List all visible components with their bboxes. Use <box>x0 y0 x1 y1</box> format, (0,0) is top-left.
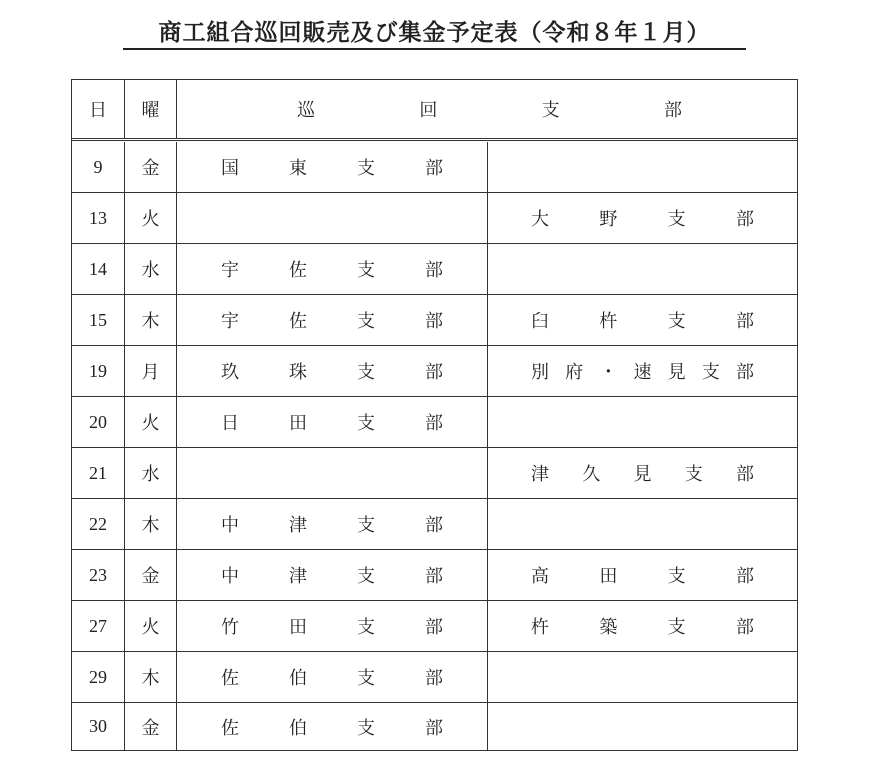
branch-char: 支 <box>357 260 375 281</box>
branch-char: 津 <box>289 566 307 587</box>
branch-char: 津 <box>531 464 549 485</box>
table-row <box>72 703 797 750</box>
branch-char: 部 <box>425 515 443 536</box>
branch-char: 支 <box>667 617 686 638</box>
branch-char: 支 <box>357 617 375 638</box>
branch-char: 佐 <box>289 260 307 281</box>
branch-cell-right <box>488 346 797 396</box>
branch-cell-right <box>488 142 797 192</box>
branch-cell-right <box>488 499 797 549</box>
table-row <box>72 193 797 244</box>
branch-cell-left <box>177 601 488 651</box>
weekday-cell: 水 <box>125 244 177 294</box>
branch-char: 部 <box>735 311 754 332</box>
branch-char: 部 <box>425 668 443 689</box>
branch-char: 大 <box>531 209 549 230</box>
branch-char: 津 <box>289 515 307 536</box>
branch-char: 部 <box>735 617 754 638</box>
weekday-cell: 火 <box>125 193 177 243</box>
branch-cell-left <box>177 295 488 345</box>
branch-char: 部 <box>735 362 754 383</box>
branch-char: 別 <box>531 362 549 383</box>
branch-cell-right <box>488 244 797 294</box>
table-row <box>72 601 797 652</box>
day-cell: 27 <box>72 601 125 651</box>
branch-char: ・ <box>599 362 618 383</box>
branch-char: 速 <box>633 362 652 383</box>
weekday-cell: 金 <box>125 703 177 750</box>
table-row <box>72 550 797 601</box>
branch-char: 玖 <box>221 362 239 383</box>
header-branch-char: 支 <box>541 100 560 121</box>
table-row <box>72 244 797 295</box>
branch-cell-left <box>177 448 488 498</box>
header-day: 日 <box>72 80 125 138</box>
branch-char: 支 <box>701 362 720 383</box>
header-branch-char: 回 <box>419 100 438 121</box>
day-cell: 23 <box>72 550 125 600</box>
branch-cell-left <box>177 244 488 294</box>
branch-char: 支 <box>357 566 375 587</box>
branch-char: 支 <box>357 717 375 739</box>
table-row <box>72 652 797 703</box>
branch-cell-right <box>488 601 797 651</box>
branch-cell-right <box>488 652 797 702</box>
branch-char: 部 <box>425 566 443 587</box>
branch-char: 部 <box>425 717 443 739</box>
branch-char: 部 <box>425 617 443 638</box>
branch-char: 珠 <box>289 362 307 383</box>
weekday-cell: 金 <box>125 550 177 600</box>
day-cell: 9 <box>72 142 125 192</box>
branch-char: 部 <box>735 566 754 587</box>
branch-cell-left <box>177 397 488 447</box>
branch-char: 田 <box>289 413 307 434</box>
branch-char: 支 <box>357 158 375 179</box>
day-cell: 22 <box>72 499 125 549</box>
branch-char: 府 <box>565 362 584 383</box>
branch-char: 部 <box>425 158 443 179</box>
branch-char: 支 <box>357 413 375 434</box>
branch-char: 中 <box>221 515 239 536</box>
branch-char: 伯 <box>289 717 307 739</box>
branch-char: 支 <box>357 515 375 536</box>
table-row <box>72 448 797 499</box>
day-cell: 21 <box>72 448 125 498</box>
branch-char: 支 <box>357 311 375 332</box>
branch-char: 築 <box>599 617 618 638</box>
branch-char: 佐 <box>289 311 307 332</box>
weekday-cell: 金 <box>125 142 177 192</box>
weekday-cell: 木 <box>125 499 177 549</box>
header-branch <box>177 80 797 138</box>
branch-cell-left <box>177 703 488 750</box>
table-row <box>72 295 797 346</box>
branch-cell-left <box>177 346 488 396</box>
branch-char: 野 <box>599 209 618 230</box>
branch-cell-right <box>488 397 797 447</box>
weekday-cell: 月 <box>125 346 177 396</box>
day-cell: 13 <box>72 193 125 243</box>
branch-cell-left <box>177 550 488 600</box>
branch-cell-left <box>177 499 488 549</box>
branch-char: 部 <box>425 413 443 434</box>
table-row <box>72 397 797 448</box>
header-branch-char: 巡 <box>297 100 315 121</box>
day-cell: 30 <box>72 703 125 750</box>
branch-char: 中 <box>221 566 239 587</box>
branch-char: 部 <box>735 209 754 230</box>
branch-char: 支 <box>667 566 686 587</box>
branch-cell-right <box>488 193 797 243</box>
branch-char: 伯 <box>289 668 307 689</box>
branch-cell-left <box>177 193 488 243</box>
day-cell: 20 <box>72 397 125 447</box>
table-row <box>72 142 797 193</box>
table-header-row <box>72 80 797 141</box>
branch-char: 竹 <box>221 617 239 638</box>
branch-char: 見 <box>633 464 652 485</box>
weekday-cell: 木 <box>125 295 177 345</box>
branch-char: 高 <box>531 566 549 587</box>
schedule-table <box>71 79 798 751</box>
weekday-cell: 火 <box>125 601 177 651</box>
branch-char: 杵 <box>531 617 549 638</box>
page-title: 商工組合巡回販売及び集金予定表（令和８年１月） <box>123 18 746 50</box>
branch-cell-right <box>488 550 797 600</box>
branch-char: 部 <box>425 311 443 332</box>
day-cell: 19 <box>72 346 125 396</box>
branch-char: 支 <box>667 311 686 332</box>
branch-cell-left <box>177 142 488 192</box>
branch-char: 国 <box>221 158 239 179</box>
branch-char: 日 <box>221 413 239 434</box>
branch-char: 東 <box>289 158 307 179</box>
weekday-cell: 火 <box>125 397 177 447</box>
branch-char: 佐 <box>221 717 239 739</box>
table-row <box>72 346 797 397</box>
branch-cell-right <box>488 448 797 498</box>
branch-char: 久 <box>582 464 601 485</box>
header-branch-char: 部 <box>663 100 682 121</box>
branch-char: 宇 <box>221 311 239 332</box>
header-weekday: 曜 <box>125 80 177 138</box>
weekday-cell: 木 <box>125 652 177 702</box>
branch-cell-right <box>488 703 797 750</box>
branch-char: 杵 <box>599 311 618 332</box>
branch-char: 見 <box>667 362 686 383</box>
branch-char: 支 <box>684 464 703 485</box>
branch-char: 部 <box>736 464 754 485</box>
branch-cell-right <box>488 295 797 345</box>
branch-char: 佐 <box>221 668 239 689</box>
day-cell: 14 <box>72 244 125 294</box>
day-cell: 29 <box>72 652 125 702</box>
branch-cell-left <box>177 652 488 702</box>
day-cell: 15 <box>72 295 125 345</box>
branch-char: 田 <box>289 617 307 638</box>
branch-char: 部 <box>425 260 443 281</box>
branch-char: 支 <box>357 668 375 689</box>
branch-char: 田 <box>599 566 618 587</box>
branch-char: 部 <box>425 362 443 383</box>
branch-char: 支 <box>357 362 375 383</box>
branch-char: 宇 <box>221 260 239 281</box>
branch-char: 支 <box>667 209 686 230</box>
weekday-cell: 水 <box>125 448 177 498</box>
table-row <box>72 499 797 550</box>
branch-char: 臼 <box>531 311 549 332</box>
